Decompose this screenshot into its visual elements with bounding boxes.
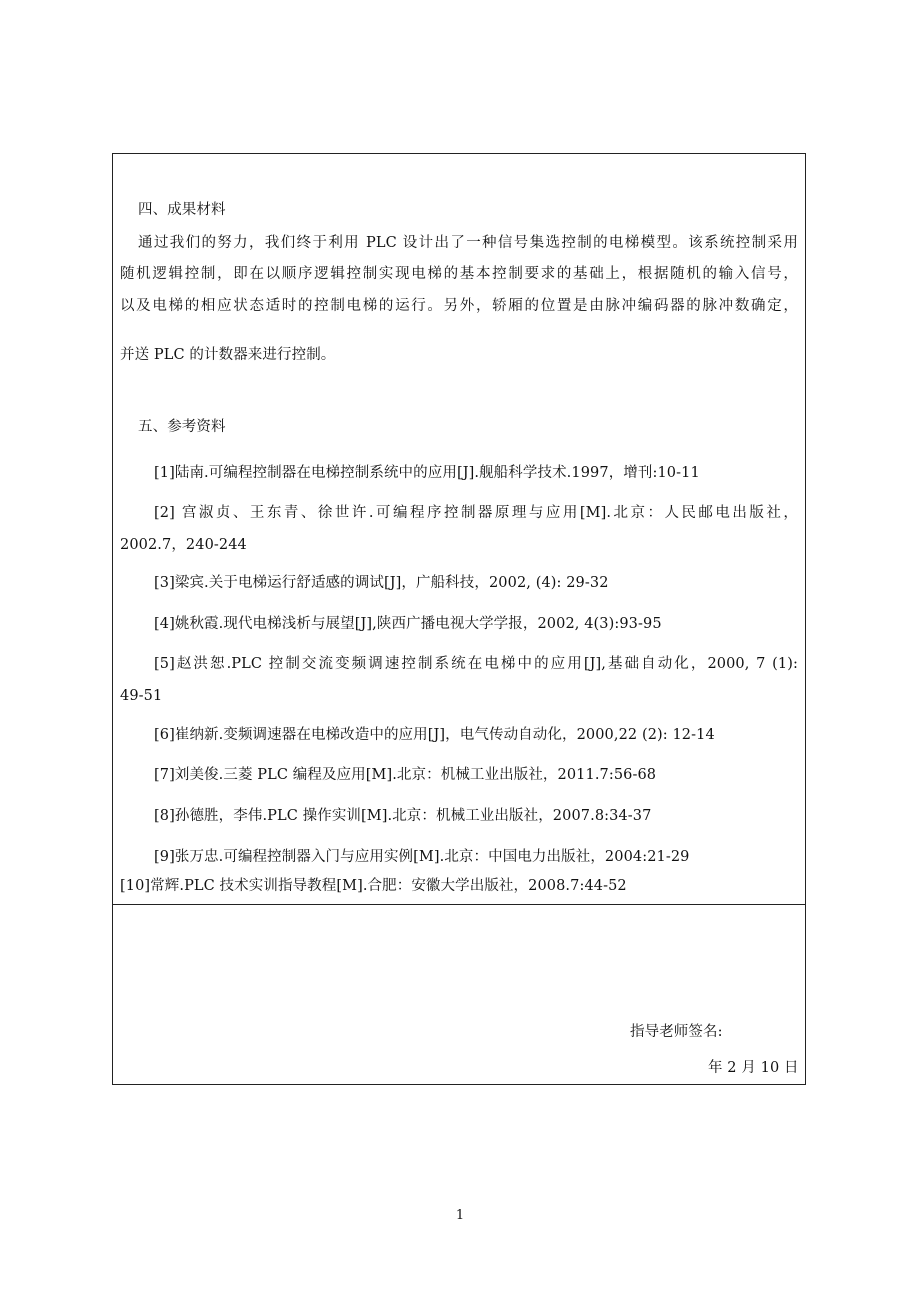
- reference-2-cont: 2002.7，240-244: [120, 537, 247, 553]
- section4-line-1: 通过我们的努力，我们终于利用 PLC 设计出了一种信号集选控制的电梯模型。该系统控制采用: [138, 235, 798, 251]
- reference-8: [8]孙德胜，李伟.PLC 操作实训[M].北京：机械工业出版社，2007.8:34-37: [154, 808, 652, 824]
- signature-date: 年 2 月 10 日: [708, 1060, 799, 1076]
- section4-line-4: 并送 PLC 的计数器来进行控制。: [120, 347, 336, 363]
- section5-heading: 五、参考资料: [138, 419, 226, 435]
- reference-4: [4]姚秋霞.现代电梯浅析与展望[J],陕西广播电视大学学报，2002, 4(3):93-95: [154, 616, 662, 632]
- section4-line-3: 以及电梯的相应状态适时的控制电梯的运行。另外，轿厢的位置是由脉冲编码器的脉冲数确定，: [120, 298, 798, 314]
- reference-5-cont: 49-51: [120, 688, 163, 704]
- reference-3: [3]梁宾.关于电梯运行舒适感的调试[J]，广船科技，2002, (4): 29-32: [154, 575, 609, 591]
- supervisor-signature-label: 指导老师签名:: [630, 1024, 723, 1040]
- section4-line-2: 随机逻辑控制，即在以顺序逻辑控制实现电梯的基本控制要求的基础上，根据随机的输入信号，: [120, 266, 798, 282]
- reference-10: [10]常辉.PLC 技术实训指导教程[M].合肥：安徽大学出版社，2008.7:44-52: [120, 878, 627, 894]
- section4-heading: 四、成果材料: [138, 202, 226, 218]
- reference-1: [1]陆南.可编程控制器在电梯控制系统中的应用[J].舰船科学技术.1997，增刊:10-11: [154, 465, 700, 481]
- reference-5: [5]赵洪恕.PLC 控制交流变频调速控制系统在电梯中的应用[J],基础自动化，2000, 7 (1):: [154, 656, 798, 672]
- reference-2: [2] 宫淑贞、王东青、徐世许.可编程序控制器原理与应用[M].北京：人民邮电出版社，: [154, 505, 798, 521]
- table-divider: [113, 904, 805, 905]
- page-number: 1: [455, 1208, 465, 1223]
- reference-7: [7]刘美俊.三菱 PLC 编程及应用[M].北京：机械工业出版社，2011.7:56-68: [154, 767, 657, 783]
- reference-9: [9]张万忠.可编程控制器入门与应用实例[M].北京：中国电力出版社，2004:21-29: [154, 849, 690, 865]
- reference-6: [6]崔纳新.变频调速器在电梯改造中的应用[J]，电气传动自动化，2000,22 (2): 12-14: [154, 727, 715, 743]
